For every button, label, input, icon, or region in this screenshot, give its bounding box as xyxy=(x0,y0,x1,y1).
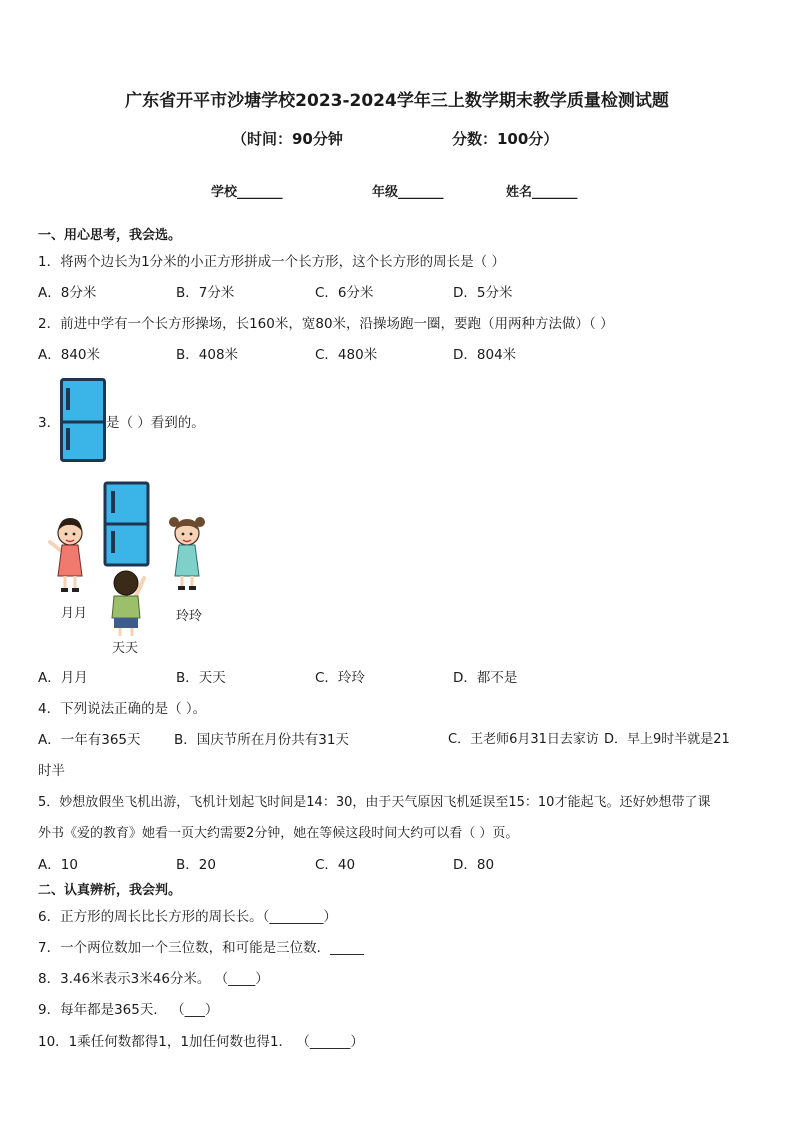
question-6: 6．正方形的周长比长方形的周长长。（________） xyxy=(38,909,337,925)
q1-option-a: A．8分米 xyxy=(38,285,97,301)
exam-time: （时间：90分钟 xyxy=(232,130,343,148)
name-field: 姓名_______ xyxy=(506,185,578,200)
question-4: 4．下列说法正确的是（ ）。 xyxy=(38,701,207,717)
question-3-number: 3． xyxy=(38,415,61,431)
label-yueyue: 月月 xyxy=(61,606,88,621)
q5-option-d: D．80 xyxy=(453,857,495,873)
q5-option-a: A．10 xyxy=(38,857,78,873)
q3-option-d: D．都不是 xyxy=(453,670,518,686)
fridge-small-image xyxy=(60,378,106,462)
q2-option-c: C．480米 xyxy=(315,347,378,363)
question-2: 2．前进中学有一个长方形操场，长160米，宽80米，沿操场跑一圈，要跑（用两种方法做）（ ） xyxy=(38,316,614,332)
q2-option-d: D．804米 xyxy=(453,347,517,363)
q2-option-b: B．408米 xyxy=(176,347,239,363)
grade-field: 年级_______ xyxy=(372,185,444,200)
q3-option-b: B．天天 xyxy=(176,670,226,686)
question-5-line-2: 外书《爱的教育》她看一页大约需要2分钟，她在等候这段时间大约可以看（ ）页。 xyxy=(38,826,519,841)
question-7: 7．一个两位数加一个三位数，和可能是三位数．_____ xyxy=(38,940,364,956)
q4-option-b: B．国庆节所在月份共有31天 xyxy=(174,732,349,748)
question-8: 8．3.46米表示3米46分米。 （____） xyxy=(38,971,269,987)
q5-option-b: B．20 xyxy=(176,857,216,873)
q4-option-d: D．早上9时半就是21 xyxy=(604,732,730,747)
scene-illustration xyxy=(46,478,216,658)
question-9: 9．每年都是365天． （___） xyxy=(38,1002,219,1018)
question-5-line-1: 5．妙想放假坐飞机出游，飞机计划起飞时间是14：30，由于天气原因飞机延误至15：10才能起飞。还好妙想带了课 xyxy=(38,795,711,810)
q1-option-c: C．6分米 xyxy=(315,285,374,301)
q2-option-a: A．840米 xyxy=(38,347,101,363)
fridge-icon xyxy=(105,483,148,565)
q5-option-c: C．40 xyxy=(315,857,356,873)
school-field: 学校_______ xyxy=(211,185,283,200)
girl-lingling-figure xyxy=(169,517,205,590)
section-heading-choice: 一、用心思考，我会选。 xyxy=(38,228,182,243)
question-3: 是（ ）看到的。 xyxy=(106,415,205,431)
section-heading-judge: 二、认真辨析，我会判。 xyxy=(38,883,182,898)
label-lingling: 玲玲 xyxy=(176,609,203,624)
page-title: 广东省开平市沙塘学校2023-2024学年三上数学期末教学质量检测试题 xyxy=(125,91,669,111)
label-tiantian: 天天 xyxy=(112,641,139,656)
q3-option-c: C．玲玲 xyxy=(315,670,365,686)
boy-tiantian-figure xyxy=(112,571,144,636)
girl-yueyue-figure xyxy=(50,518,82,592)
q1-option-d: D．5分米 xyxy=(453,285,513,301)
q3-option-a: A．月月 xyxy=(38,670,88,686)
question-10: 10．1乘任何数都得1，1加任何数也得1． （______） xyxy=(38,1034,364,1050)
q4-option-d-continued: 时半 xyxy=(38,763,65,779)
q4-option-c: C．王老师6月31日去家访 xyxy=(448,732,599,747)
question-1: 1．将两个边长为1分米的小正方形拼成一个长方形，这个长方形的周长是（ ） xyxy=(38,254,505,270)
q1-option-b: B．7分米 xyxy=(176,285,235,301)
exam-score: 分数：100分） xyxy=(452,130,559,148)
q4-option-a: A．一年有365天 xyxy=(38,732,141,748)
